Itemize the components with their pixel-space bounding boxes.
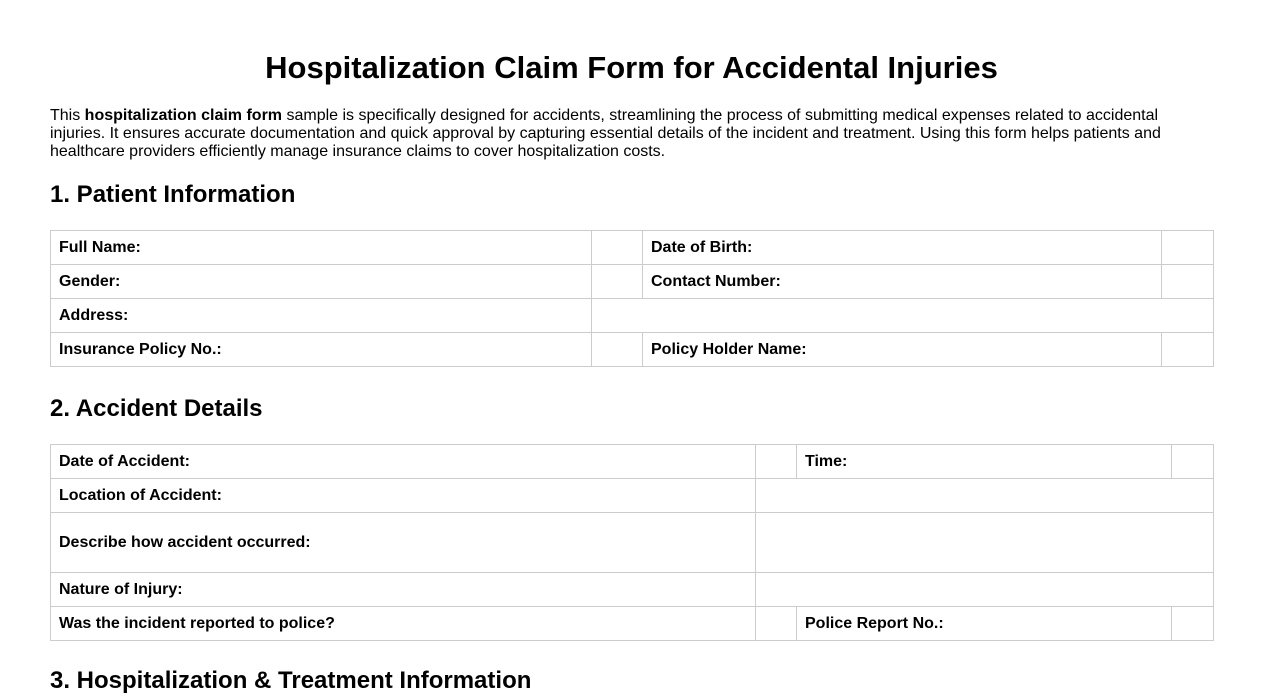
address-field[interactable] xyxy=(592,299,1214,333)
table-row xyxy=(51,513,1214,573)
accident-description-field[interactable] xyxy=(756,513,1214,573)
table-row xyxy=(51,607,1214,641)
address-label: Address: xyxy=(51,299,592,333)
accident-time-label: Time: xyxy=(797,445,1172,479)
intro-paragraph xyxy=(50,107,1180,161)
intro-prefix: This xyxy=(50,107,85,124)
accident-date-label: Date of Accident: xyxy=(51,445,756,479)
accident-details-table xyxy=(50,444,1214,641)
policy-number-field[interactable] xyxy=(592,333,643,367)
table-row xyxy=(51,299,1214,333)
gender-field[interactable] xyxy=(592,265,643,299)
accident-location-label: Location of Accident: xyxy=(51,479,756,513)
full-name-label: Full Name: xyxy=(51,231,592,265)
intro-suffix: sample is specifically designed for accidents, streamlining the process of submitting medical expenses related to accidental injuries. It ensures accurate documentation and quick approval by capturing essential details of the incident and treatment. Using this form helps patients and healthcare providers efficiently manage insurance claims to cover hospitalization costs. xyxy=(50,107,1161,160)
police-report-number-label: Police Report No.: xyxy=(797,607,1172,641)
policy-number-label: Insurance Policy No.: xyxy=(51,333,592,367)
table-row xyxy=(51,445,1214,479)
dob-field[interactable] xyxy=(1162,231,1214,265)
injury-nature-label: Nature of Injury: xyxy=(51,573,756,607)
contact-number-label: Contact Number: xyxy=(643,265,1162,299)
intro-bold-term: hospitalization claim form xyxy=(84,107,283,124)
injury-nature-field[interactable] xyxy=(756,573,1214,607)
section-title-hospitalization: 3. Hospitalization & Treatment Information xyxy=(50,667,532,694)
policy-holder-field[interactable] xyxy=(1162,333,1214,367)
table-row xyxy=(51,479,1214,513)
patient-info-table xyxy=(50,230,1214,367)
accident-time-field[interactable] xyxy=(1172,445,1214,479)
police-report-number-field[interactable] xyxy=(1172,607,1214,641)
table-row xyxy=(51,573,1214,607)
accident-description-label: Describe how accident occurred: xyxy=(51,513,756,573)
accident-date-field[interactable] xyxy=(756,445,797,479)
full-name-field[interactable] xyxy=(592,231,643,265)
policy-holder-label: Policy Holder Name: xyxy=(643,333,1162,367)
section-title-accident: 2. Accident Details xyxy=(50,395,263,422)
accident-location-field[interactable] xyxy=(756,479,1214,513)
dob-label: Date of Birth: xyxy=(643,231,1162,265)
page-title: Hospitalization Claim Form for Accidental Injuries xyxy=(265,50,998,85)
contact-number-field[interactable] xyxy=(1162,265,1214,299)
table-row xyxy=(51,265,1214,299)
section-title-patient: 1. Patient Information xyxy=(50,181,296,208)
gender-label: Gender: xyxy=(51,265,592,299)
table-row xyxy=(51,231,1214,265)
police-reported-label: Was the incident reported to police? xyxy=(51,607,756,641)
police-reported-field[interactable] xyxy=(756,607,797,641)
table-row xyxy=(51,333,1214,367)
